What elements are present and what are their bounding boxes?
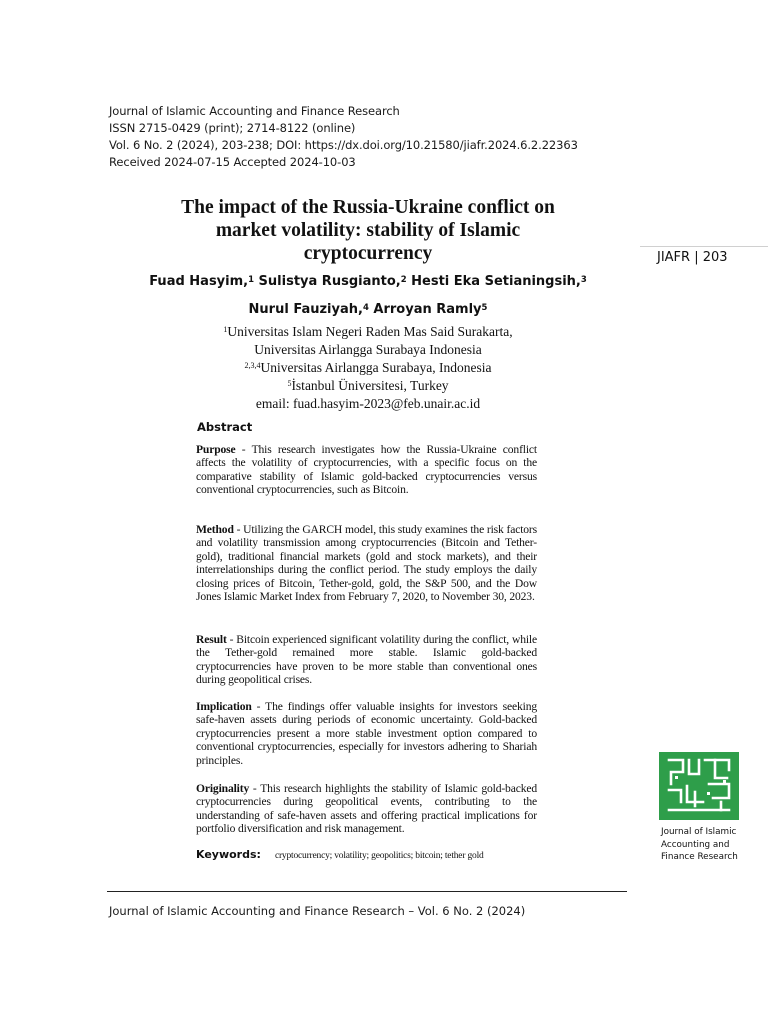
affiliation-sup: 1 [223,325,228,334]
affiliation-text: Universitas Airlangga Surabaya Indonesia [254,342,482,357]
page-footer: Journal of Islamic Accounting and Finance Research – Vol. 6 No. 2 (2024) [109,904,526,918]
paper-title: The impact of the Russia-Ukraine conflict on market volatility: stability of Islamic cryptocurrency [181,197,555,264]
affiliation-text: Universitas Airlangga Surabaya, Indonesia [260,360,492,375]
author-sup: 1 [248,275,255,285]
abstract-method [196,523,537,603]
side-page-tag [640,246,768,265]
affiliation-line [150,323,586,341]
keywords-value: cryptocurrency; volatility; geopolitics; bitcoin; tether gold [274,851,484,861]
footer-divider [107,891,627,892]
author-line-1 [130,268,606,296]
abstract-heading: Abstract [197,420,253,434]
affiliation-sup: 5 [287,379,292,388]
author-line-2 [130,296,606,324]
volume-doi-line: Vol. 6 No. 2 (2024), 203-238; DOI: https://dx.doi.org/10.21580/jiafr.2024.6.2.22363 [109,138,578,152]
author-sup: 5 [481,303,488,313]
author-sup: 2 [400,275,407,285]
affiliation-line [150,377,586,395]
journal-header [109,103,578,171]
received-accepted-line: Received 2024-07-15 Accepted 2024-10-03 [109,155,356,169]
author-name: Hesti Eka Setianingsih, [406,274,581,289]
purpose-text: - This research investigates how the Russia-Ukraine conflict affects the volatility of cryptocurrencies, with a specific focus on the comparative stability of Islamic gold-backed cryptocurrencies versus conventional cryptocurrencies, such as Bitcoin. [196,443,537,497]
affiliation-text: Universitas Islam Negeri Raden Mas Said Surakarta, [227,324,513,339]
affiliations [150,323,586,413]
result-text: - Bitcoin experienced significant volatility during the conflict, while the Tether-gold remained more stable. Islamic gold-backed cryptocurrencies have proven to be more stable than conventional ones during geopolitical crises. [196,633,537,687]
result-label: Result [196,633,227,646]
author-sup: 4 [362,303,369,313]
keywords-label: Keywords: [196,848,261,861]
originality-label: Originality [196,782,250,795]
keywords [196,848,484,861]
purpose-label: Purpose [196,443,236,456]
affiliation-line [150,341,586,359]
logo-caption-line: Journal of Islamic [661,827,737,837]
author-name: Sulistya Rusgianto, [254,274,401,289]
author-name: Fuad Hasyim, [149,274,249,289]
originality-text: - This research highlights the stability of Islamic gold-backed cryptocurrencies during geopolitical events, contributing to the understanding of safe-haven assets and offering practical implications for portfolio diversification and risk management. [196,782,537,836]
abstract-originality [196,782,537,836]
logo-caption-line: Accounting and [661,839,730,850]
journal-name: Journal of Islamic Accounting and Finance Research [109,104,400,118]
author-name: Nurul Fauziyah, [248,302,363,317]
affiliation-line [150,359,586,377]
author-name: Arroyan Ramly [368,302,482,317]
abstract-purpose [196,443,537,497]
affiliation-sup: 2,3,4 [244,361,261,370]
affiliation-text: İstanbul Üniversitesi, Turkey [291,378,449,393]
journal-logo-icon [659,752,739,820]
author-list [130,268,606,324]
method-label: Method [196,523,234,536]
journal-logo-glyph-icon [659,752,739,820]
author-sup: 3 [580,275,587,285]
logo-caption-line: Finance Research [661,852,738,862]
implication-label: Implication [196,700,252,713]
implication-text: - The findings offer valuable insights for investors seeking safe-haven assets during periods of economic uncertainty. Gold-backed cryptocurrencies present a more stable investment option compared to conventional cryptocurrencies, especially for investors adhering to Shariah principles. [196,700,537,767]
side-page-tag-text: JIAFR | 203 [657,250,728,265]
logo-caption [661,826,738,864]
abstract-result [196,633,537,687]
email-line: email: fuad.hasyim-2023@feb.unair.ac.id [255,396,481,411]
issn-line: ISSN 2715-0429 (print); 2714-8122 (online) [109,121,356,135]
method-text: - Utilizing the GARCH model, this study examines the risk factors and volatility transmission among cryptocurrencies (Bitcoin and Tether-gold), traditional financial markets (gold and stock markets), and their interrelationships during the conflict period. The study employs the daily closing prices of Bitcoin, Tether-gold, gold, the S&P 500, and the Dow Jones Islamic Market Index from February 7, 2020, to November 30, 2023. [196,523,537,604]
abstract-implication [196,700,537,767]
